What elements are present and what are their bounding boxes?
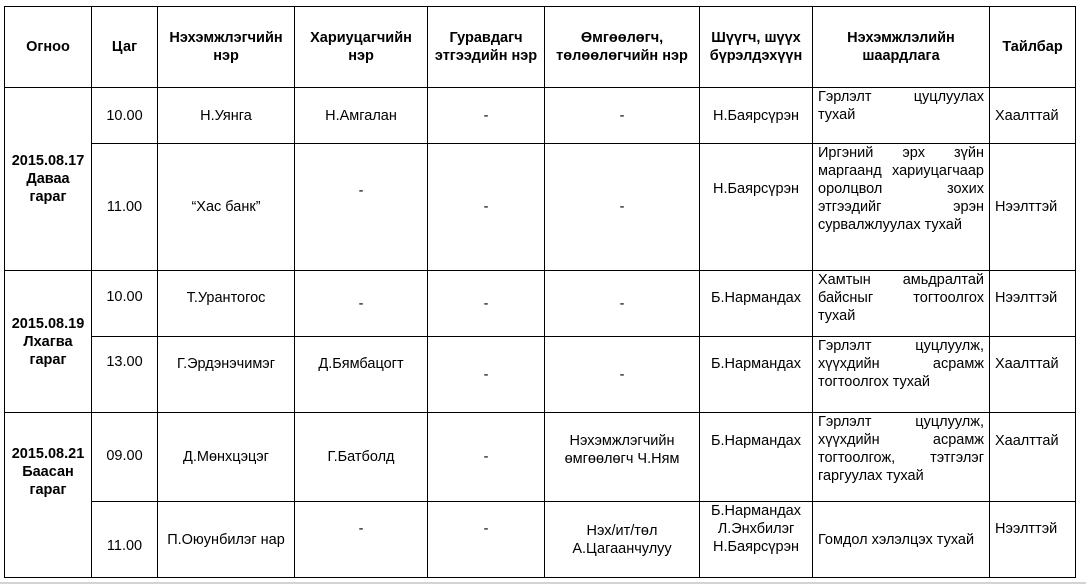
- plaintiff-cell: Т.Урантогос: [158, 271, 295, 337]
- weekday: Даваа: [26, 171, 70, 187]
- header-note: Тайлбар: [990, 7, 1076, 88]
- advocate-line: -: [619, 366, 625, 383]
- time-cell: 11.00: [92, 502, 158, 578]
- header-advocate: Өмгөөлөгч, төлөөлөгчийн нэр: [545, 7, 700, 88]
- third-party-cell: -: [428, 88, 545, 144]
- judge-line: Б.Нармандах: [711, 503, 801, 519]
- advocate-line: өмгөөлөгч Ч.Ням: [564, 451, 680, 467]
- plaintiff-cell: “Хас банк”: [158, 144, 295, 271]
- note-cell: Нээлттэй: [990, 502, 1076, 578]
- date-cell: [5, 413, 92, 578]
- weekday-suffix: гараг: [29, 189, 67, 205]
- advocate-cell: [545, 271, 700, 337]
- third-party-cell: -: [428, 502, 545, 578]
- weekday-suffix: гараг: [29, 482, 67, 498]
- weekday: Баасан: [22, 464, 74, 480]
- note-cell: Хаалттай: [990, 88, 1076, 144]
- third-party-cell: -: [428, 144, 545, 271]
- time-cell: 10.00: [92, 88, 158, 144]
- defendant-cell: Д.Бямбацогт: [295, 337, 428, 413]
- header-time: Цаг: [92, 7, 158, 88]
- judge-line: Б.Нармандах: [711, 356, 801, 372]
- advocate-cell: [545, 502, 700, 578]
- third-party-cell: -: [428, 337, 545, 413]
- table-row: [5, 413, 1076, 502]
- note-cell: Хаалттай: [990, 413, 1076, 502]
- advocate-line: -: [619, 107, 625, 124]
- defendant-cell: -: [295, 271, 428, 337]
- judge-cell: [700, 502, 813, 578]
- judge-cell: [700, 413, 813, 502]
- advocate-cell: [545, 413, 700, 502]
- third-party-cell: -: [428, 413, 545, 502]
- judge-cell: [700, 271, 813, 337]
- table-row: [5, 337, 1076, 413]
- claim-cell: Гэрлэлт цуцлуулж, хүүхдийн асрамж тогтоолгож, тэтгэлэг гаргуулах тухай: [813, 413, 990, 502]
- claim-cell: Иргэний эрх зүйн маргаанд хариуцагчаар оролцвол зохих этгээдийг эрэн сурвалжлуулах тухай: [813, 144, 990, 271]
- judge-line: Н.Баярсүрэн: [713, 107, 799, 124]
- plaintiff-cell: Д.Мөнхцэцэг: [158, 413, 295, 502]
- claim-cell: Гэрлэлт цуцлуулах тухай: [813, 88, 990, 144]
- header-row: [5, 7, 1076, 88]
- plaintiff-cell: П.Оюунбилэг нар: [158, 502, 295, 578]
- note-cell: Нээлттэй: [990, 144, 1076, 271]
- weekday-suffix: гараг: [29, 351, 67, 368]
- advocate-line: Нэхэмжлэгчийн: [569, 433, 675, 449]
- advocate-line: А.Цагаанчулуу: [572, 540, 672, 557]
- judge-line: Б.Нармандах: [711, 290, 801, 306]
- date-value: 2015.08.19: [11, 315, 85, 332]
- judge-cell: [700, 88, 813, 144]
- date-value: 2015.08.17: [11, 153, 85, 169]
- advocate-cell: [545, 144, 700, 271]
- time-cell: 10.00: [92, 271, 158, 337]
- judge-line: Б.Нармандах: [711, 433, 801, 449]
- plaintiff-cell: Г.Эрдэнэчимэг: [158, 337, 295, 413]
- header-claim: Нэхэмжлэлийн шаардлага: [813, 7, 990, 88]
- table-row: [5, 502, 1076, 578]
- defendant-cell: Н.Амгалан: [295, 88, 428, 144]
- date-cell: [5, 88, 92, 271]
- weekday: Лхагва: [23, 333, 73, 350]
- judge-line: Н.Баярсүрэн: [713, 181, 799, 197]
- advocate-cell: [545, 88, 700, 144]
- claim-cell: Гэрлэлт цуцлуулж, хүүхдийн асрамж тогтоолгох тухай: [813, 337, 990, 413]
- header-plaintiff: Нэхэмжлэгчийн нэр: [158, 7, 295, 88]
- judge-line: Л.Энхбилэг: [717, 521, 795, 537]
- claim-cell: Гомдол хэлэлцэх тухай: [813, 502, 990, 578]
- judge-line: Н.Баярсүрэн: [713, 539, 799, 555]
- third-party-cell: -: [428, 271, 545, 337]
- date-cell: [5, 271, 92, 413]
- time-cell: 11.00: [92, 144, 158, 271]
- plaintiff-cell: Н.Уянга: [158, 88, 295, 144]
- advocate-cell: [545, 337, 700, 413]
- defendant-cell: -: [295, 502, 428, 578]
- header-date: Огноо: [5, 7, 92, 88]
- header-judge: Шүүгч, шүүх бүрэлдэхүүн: [700, 7, 813, 88]
- judge-cell: [700, 144, 813, 271]
- header-defendant: Хариуцагчийн нэр: [295, 7, 428, 88]
- judge-cell: [700, 337, 813, 413]
- note-cell: Хаалттай: [990, 337, 1076, 413]
- advocate-line: -: [619, 199, 625, 215]
- table-row: [5, 88, 1076, 144]
- table-row: [5, 144, 1076, 271]
- header-third-party: Гуравдагч этгээдийн нэр: [428, 7, 545, 88]
- defendant-cell: -: [295, 144, 428, 271]
- claim-cell: Хамтын амьдралтай байсныг тогтоолгох тухай: [813, 271, 990, 337]
- time-cell: 13.00: [92, 337, 158, 413]
- date-value: 2015.08.21: [11, 446, 85, 462]
- advocate-line: Нэх/ит/төл: [586, 522, 658, 539]
- defendant-cell: Г.Батболд: [295, 413, 428, 502]
- court-schedule-table: [4, 6, 1076, 578]
- time-cell: 09.00: [92, 413, 158, 502]
- table-row: [5, 271, 1076, 337]
- note-cell: Нээлттэй: [990, 271, 1076, 337]
- advocate-line: -: [619, 295, 625, 312]
